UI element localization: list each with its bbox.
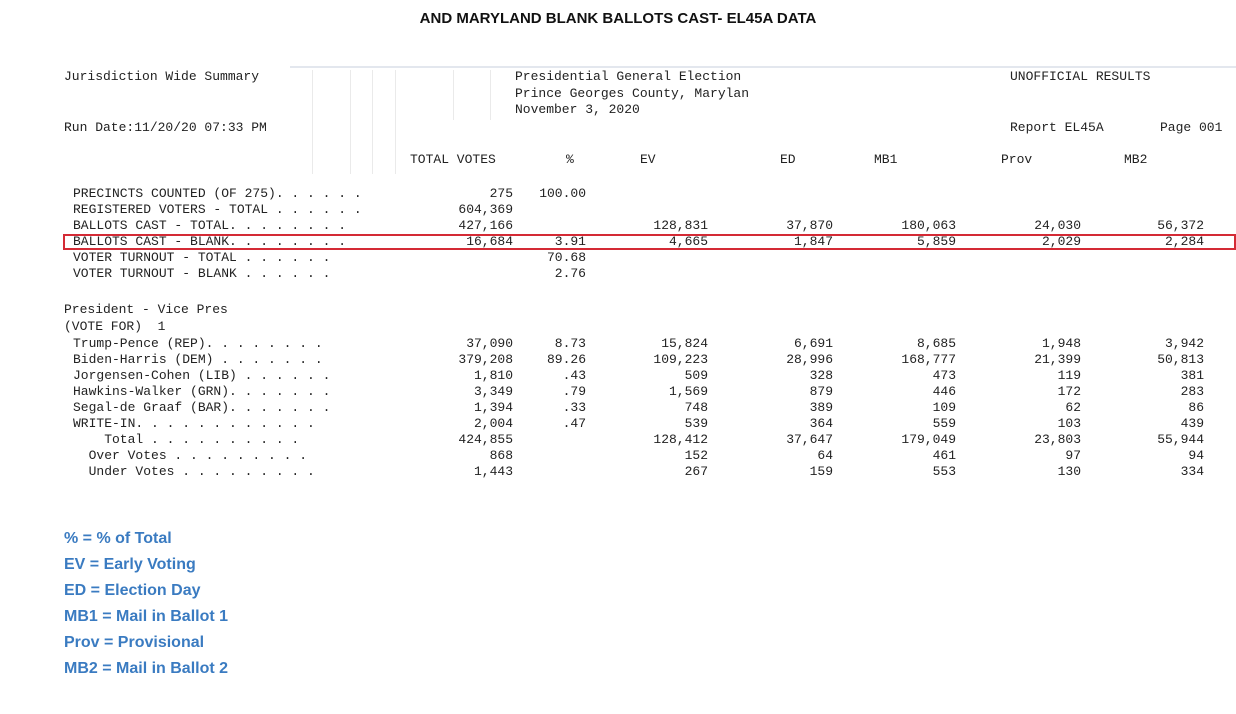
row-label: WRITE-IN. . . . . . . . . . . . <box>73 416 315 431</box>
mb2-cell: 334 <box>1180 464 1204 479</box>
ev-cell: 15,824 <box>661 336 708 351</box>
prov-cell: 24,030 <box>1034 218 1081 233</box>
mb1-cell: 8,685 <box>916 336 956 351</box>
total-votes-cell: 1,394 <box>473 400 513 415</box>
total-votes-cell: 1,443 <box>473 464 513 479</box>
ed-cell: 28,996 <box>786 352 833 367</box>
grid-line <box>350 70 351 174</box>
legend-item: MB1 = Mail in Ballot 1 <box>64 608 229 625</box>
table-row <box>0 416 1236 431</box>
mb1-cell: 446 <box>932 384 956 399</box>
table-row <box>0 266 1236 281</box>
ev-cell: 539 <box>684 416 708 431</box>
row-label: Hawkins-Walker (GRN). . . . . . . <box>73 384 331 399</box>
ed-cell: 64 <box>817 448 833 463</box>
mb2-cell: 3,942 <box>1164 336 1204 351</box>
mb1-cell: 179,049 <box>901 432 956 447</box>
row-label: VOTER TURNOUT - BLANK . . . . . . <box>73 266 331 281</box>
ed-cell: 328 <box>809 368 833 383</box>
prov-cell: 1,948 <box>1041 336 1081 351</box>
table-row <box>0 384 1236 399</box>
table-row <box>0 218 1236 233</box>
legend-item: EV = Early Voting <box>64 556 196 573</box>
col-header-mb2: MB2 <box>1124 152 1148 167</box>
mb2-cell: 50,813 <box>1157 352 1204 367</box>
table-row <box>0 186 1236 201</box>
run-date: Run Date:11/20/20 07:33 PM <box>64 120 267 135</box>
mb1-cell: 180,063 <box>901 218 956 233</box>
row-label: Segal-de Graaf (BAR). . . . . . . <box>73 400 331 415</box>
row-label: Trump-Pence (REP). . . . . . . . <box>73 336 323 351</box>
ev-cell: 128,831 <box>653 218 708 233</box>
grid-line <box>490 70 491 120</box>
row-label: PRECINCTS COUNTED (OF 275). . . . . . <box>73 186 362 201</box>
col-header-mb1: MB1 <box>874 152 898 167</box>
pct-cell: 100.00 <box>539 186 586 201</box>
ed-cell: 159 <box>809 464 833 479</box>
pct-cell: 3.91 <box>554 234 586 249</box>
mb2-cell: 55,944 <box>1157 432 1204 447</box>
ed-cell: 879 <box>809 384 833 399</box>
mb1-cell: 473 <box>932 368 956 383</box>
pct-cell: 8.73 <box>554 336 586 351</box>
race-title: President - Vice Pres <box>64 302 228 317</box>
pct-cell: 2.76 <box>554 266 586 281</box>
col-header-ed: ED <box>780 152 796 167</box>
mb1-cell: 5,859 <box>916 234 956 249</box>
table-row-under-votes <box>0 464 1236 479</box>
ev-cell: 109,223 <box>653 352 708 367</box>
election-line-3: November 3, 2020 <box>515 102 640 117</box>
page-title: AND MARYLAND BLANK BALLOTS CAST- EL45A DATA <box>419 10 817 27</box>
prov-cell: 23,803 <box>1034 432 1081 447</box>
mb2-cell: 56,372 <box>1157 218 1204 233</box>
mb2-cell: 2,284 <box>1164 234 1204 249</box>
row-label: Under Votes . . . . . . . . . <box>73 464 315 479</box>
mb2-cell: 283 <box>1180 384 1204 399</box>
mb2-cell: 381 <box>1180 368 1204 383</box>
table-row-total <box>0 432 1236 447</box>
page-number: Page 001 <box>1160 120 1223 135</box>
ev-cell: 128,412 <box>653 432 708 447</box>
pct-cell: 70.68 <box>546 250 586 265</box>
grid-line <box>312 70 313 174</box>
pct-cell: .47 <box>562 416 586 431</box>
prov-cell: 2,029 <box>1041 234 1081 249</box>
mb2-cell: 439 <box>1180 416 1204 431</box>
grid-line <box>453 70 454 120</box>
col-header-prov: Prov <box>1001 152 1033 167</box>
report-id: Report EL45A <box>1010 120 1104 135</box>
total-votes-cell: 604,369 <box>458 202 513 217</box>
prov-cell: 21,399 <box>1034 352 1081 367</box>
total-votes-cell: 868 <box>489 448 513 463</box>
total-votes-cell: 424,855 <box>458 432 513 447</box>
total-votes-cell: 427,166 <box>458 218 513 233</box>
total-votes-cell: 37,090 <box>466 336 513 351</box>
table-row <box>0 400 1236 415</box>
grid-line <box>395 70 396 174</box>
prov-cell: 103 <box>1057 416 1081 431</box>
pct-cell: .33 <box>562 400 586 415</box>
total-votes-cell: 275 <box>489 186 513 201</box>
results-status: UNOFFICIAL RESULTS <box>1010 69 1151 84</box>
col-header-ev: EV <box>640 152 656 167</box>
mb2-cell: 86 <box>1188 400 1204 415</box>
prov-cell: 62 <box>1065 400 1081 415</box>
table-row-over-votes <box>0 448 1236 463</box>
total-votes-cell: 1,810 <box>473 368 513 383</box>
race-vote-for: (VOTE FOR) 1 <box>64 319 166 334</box>
ev-cell: 4,665 <box>668 234 708 249</box>
column-legend <box>64 526 228 682</box>
election-line-2: Prince Georges County, Marylan <box>515 86 750 101</box>
ev-cell: 267 <box>684 464 708 479</box>
table-row <box>0 250 1236 265</box>
row-label: REGISTERED VOTERS - TOTAL . . . . . . <box>73 202 362 217</box>
grid-line <box>372 70 373 174</box>
summary-label: Jurisdiction Wide Summary <box>64 69 260 84</box>
table-row <box>0 352 1236 367</box>
total-votes-cell: 3,349 <box>473 384 513 399</box>
row-label: VOTER TURNOUT - TOTAL . . . . . . <box>73 250 331 265</box>
ev-cell: 152 <box>684 448 708 463</box>
total-votes-cell: 2,004 <box>473 416 513 431</box>
mb1-cell: 461 <box>932 448 956 463</box>
header-rule <box>290 66 1236 68</box>
legend-item: ED = Election Day <box>64 582 201 599</box>
pct-cell: .79 <box>562 384 586 399</box>
legend-item: MB2 = Mail in Ballot 2 <box>64 660 229 677</box>
mb1-cell: 109 <box>932 400 956 415</box>
prov-cell: 119 <box>1057 368 1081 383</box>
row-label: Total . . . . . . . . . . <box>73 432 300 447</box>
col-header-pct: % <box>566 152 574 167</box>
ed-cell: 389 <box>809 400 833 415</box>
row-label: Jorgensen-Cohen (LIB) . . . . . . <box>73 368 331 383</box>
prov-cell: 130 <box>1057 464 1081 479</box>
legend-item: Prov = Provisional <box>64 634 205 651</box>
total-votes-cell: 379,208 <box>458 352 513 367</box>
table-row <box>0 202 1236 217</box>
ev-cell: 1,569 <box>668 384 708 399</box>
ev-cell: 748 <box>684 400 708 415</box>
ed-cell: 37,647 <box>786 432 833 447</box>
table-row <box>0 368 1236 383</box>
legend-item: % = % of Total <box>64 530 172 547</box>
prov-cell: 97 <box>1065 448 1081 463</box>
mb2-cell: 94 <box>1188 448 1204 463</box>
table-row <box>0 336 1236 351</box>
mb1-cell: 559 <box>932 416 956 431</box>
row-label: Over Votes . . . . . . . . . <box>73 448 308 463</box>
ed-cell: 1,847 <box>793 234 833 249</box>
pct-cell: 89.26 <box>546 352 586 367</box>
row-label: BALLOTS CAST - BLANK. . . . . . . . <box>73 234 347 249</box>
col-header-total-votes: TOTAL VOTES <box>410 152 496 167</box>
election-line-1: Presidential General Election <box>515 69 742 84</box>
ed-cell: 6,691 <box>793 336 833 351</box>
ed-cell: 37,870 <box>786 218 833 233</box>
blank-ballots-highlight <box>63 234 1236 250</box>
row-label: Biden-Harris (DEM) . . . . . . . <box>73 352 323 367</box>
prov-cell: 172 <box>1057 384 1081 399</box>
ed-cell: 364 <box>809 416 833 431</box>
total-votes-cell: 16,684 <box>466 234 513 249</box>
row-label: BALLOTS CAST - TOTAL. . . . . . . . <box>73 218 347 233</box>
pct-cell: .43 <box>562 368 586 383</box>
ev-cell: 509 <box>684 368 708 383</box>
mb1-cell: 168,777 <box>901 352 956 367</box>
mb1-cell: 553 <box>932 464 956 479</box>
